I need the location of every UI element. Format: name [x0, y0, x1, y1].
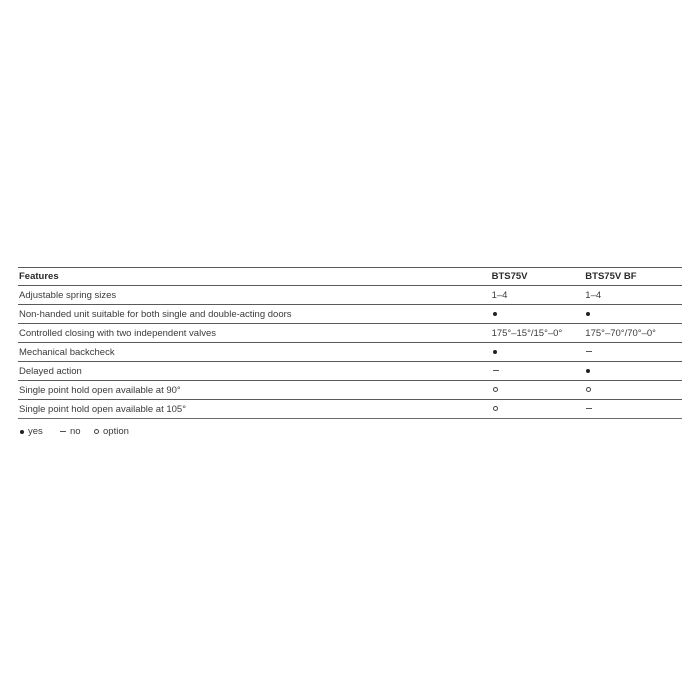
filled-dot-icon	[493, 350, 497, 354]
feature-cell: Delayed action	[19, 365, 82, 377]
table-row	[18, 400, 682, 419]
bts75v-cell	[491, 381, 585, 400]
legend-no	[59, 426, 93, 437]
bts75v-cell: 1–4	[491, 289, 508, 301]
feature-cell: Single point hold open available at 90°	[19, 384, 181, 396]
legend	[19, 426, 129, 437]
dash-icon	[586, 408, 592, 409]
bts75v-cell	[491, 343, 585, 362]
table-header-row	[18, 268, 682, 286]
dash-icon	[493, 370, 499, 371]
bts75v-bf-cell	[584, 400, 682, 419]
bts75v-cell: 175°–15°/15°–0°	[491, 327, 563, 339]
bts75v-bf-cell	[584, 362, 682, 381]
dash-icon	[586, 351, 592, 352]
legend-no-label: no	[70, 426, 81, 437]
bts75v-bf-cell	[584, 343, 682, 362]
filled-dot-icon	[493, 312, 497, 316]
hollow-circle-icon	[94, 429, 99, 434]
bts75v-bf-cell	[584, 381, 682, 400]
legend-yes	[19, 426, 59, 437]
dash-icon	[60, 431, 66, 432]
bts75v-cell	[491, 362, 585, 381]
bts75v-bf-cell: 175°–70°/70°–0°	[585, 327, 656, 339]
legend-option-label: option	[103, 426, 129, 437]
filled-dot-icon	[20, 430, 24, 434]
filled-dot-icon	[586, 312, 590, 316]
bts75v-cell	[491, 400, 585, 419]
table-body	[18, 286, 682, 419]
legend-option	[93, 426, 129, 437]
hollow-circle-icon	[493, 387, 498, 392]
header-features: Features	[19, 271, 59, 282]
bts75v-bf-cell	[584, 305, 682, 324]
features-table-container	[18, 267, 682, 419]
feature-cell: Mechanical backcheck	[19, 346, 115, 358]
table-row	[18, 381, 682, 400]
table-row	[18, 324, 682, 343]
legend-yes-label: yes	[28, 426, 43, 437]
table-row	[18, 362, 682, 381]
features-table	[18, 267, 682, 419]
feature-cell: Adjustable spring sizes	[19, 289, 117, 301]
hollow-circle-icon	[493, 406, 498, 411]
feature-cell: Controlled closing with two independent valves	[19, 327, 216, 339]
hollow-circle-icon	[586, 387, 591, 392]
header-bts75v-bf: BTS75V BF	[585, 271, 637, 282]
table-row	[18, 286, 682, 305]
bts75v-cell	[491, 305, 585, 324]
bts75v-bf-cell: 1–4	[585, 289, 602, 301]
table-row	[18, 305, 682, 324]
feature-cell: Non-handed unit suitable for both single and double-acting doors	[19, 308, 292, 320]
table-row	[18, 343, 682, 362]
feature-cell: Single point hold open available at 105°	[19, 403, 187, 415]
header-bts75v: BTS75V	[491, 271, 528, 282]
filled-dot-icon	[586, 369, 590, 373]
